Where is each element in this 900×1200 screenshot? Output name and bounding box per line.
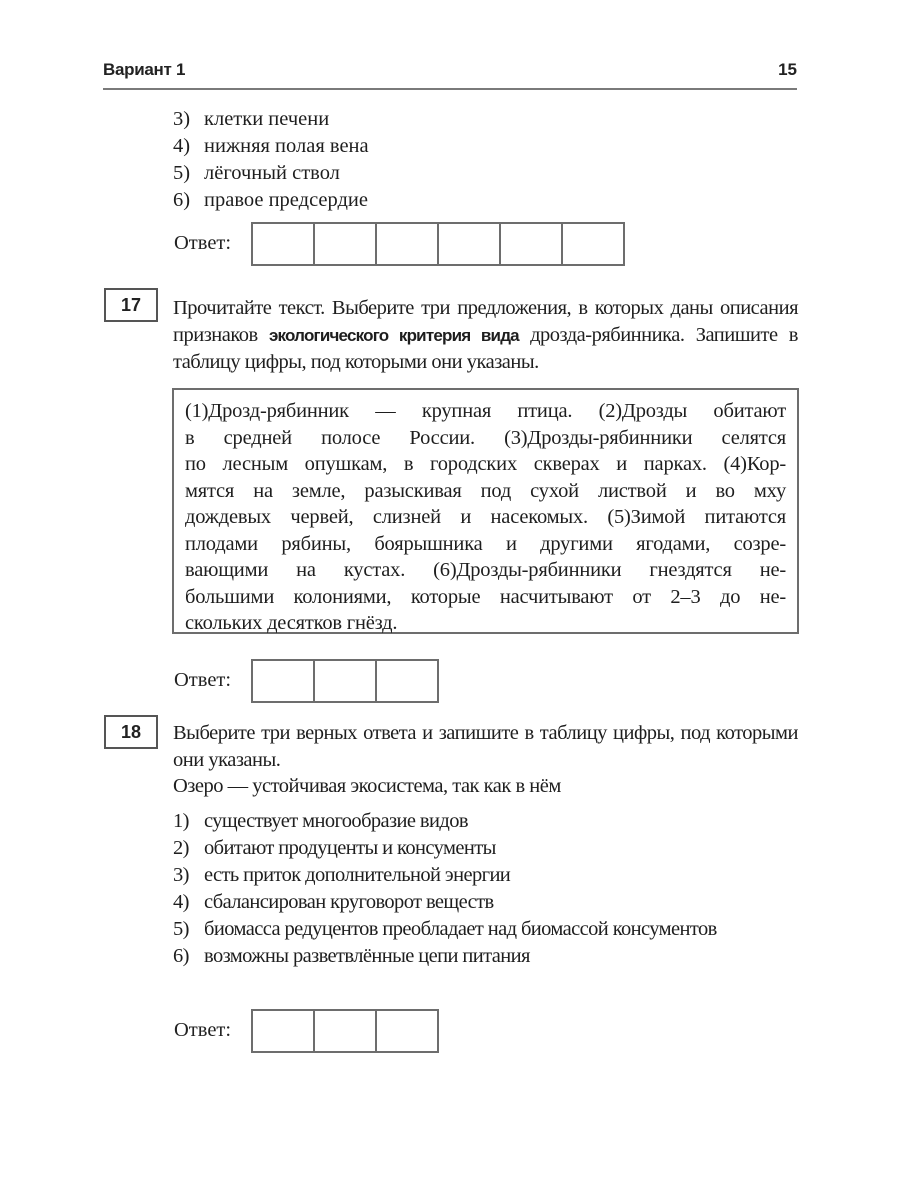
task17-answer — [174, 659, 439, 702]
answer-cell-1[interactable] — [253, 1011, 315, 1051]
task18-option-4: 4) сбалансирован круговорот веществ — [173, 891, 494, 913]
task18-answer — [174, 1009, 439, 1052]
variant-title: Вариант 1 — [103, 60, 186, 79]
task16-answer — [174, 222, 625, 265]
passage-line: большими колониями, которые насчитывают от 2–3 до не- — [185, 585, 786, 608]
answer-cell-3[interactable] — [377, 1011, 437, 1051]
task18-answer-grid — [251, 1009, 439, 1053]
task16-option-6: 6) правое предсердие — [173, 189, 368, 211]
passage-line: в средней полосе России. (3)Дрозды-рябинники селятся — [185, 426, 786, 449]
task16-option-3: 3) клетки печени — [173, 108, 330, 130]
passage-line: мятся на земле, разыскивая под сухой листвой и во мху — [185, 479, 786, 502]
answer-cell-1[interactable] — [253, 224, 315, 264]
task18-option-6: 6) возможны разветвлённые цепи питания — [173, 945, 530, 967]
answer-cell-2[interactable] — [315, 224, 377, 264]
passage-line: плодами рябины, боярышника и другими ягодами, созре- — [185, 532, 786, 555]
task17-bold-term: экологического критерия вида — [268, 325, 519, 345]
task16-answer-grid — [251, 222, 625, 266]
passage-line: по лесным опушкам, в городских скверах и парках. (4)Кор- — [185, 453, 786, 475]
task16-option-5: 5) лёгочный ствол — [173, 162, 340, 184]
passage-line: скольких десятков гнёзд. — [185, 612, 398, 634]
page-header — [103, 58, 797, 90]
task17-passage — [172, 388, 799, 634]
task18-options — [173, 808, 798, 970]
answer-cell-2[interactable] — [315, 1011, 377, 1051]
task17-prompt: Прочитайте текст. Выберите три предложения, в которых даны описания признаков экологического критерия вида дрозда-рябинника. Запишите в таблицу цифры, под которыми они указаны. — [173, 297, 798, 373]
task16-options — [173, 106, 369, 214]
answer-cell-5[interactable] — [501, 224, 563, 264]
answer-cell-4[interactable] — [439, 224, 501, 264]
passage-line: дождевых червей, слизней и насекомых. (5)Зимой питаются — [185, 506, 786, 528]
answer-cell-6[interactable] — [563, 224, 623, 264]
task17-number-badge: 17 — [104, 288, 158, 322]
task16-option-4: 4) нижняя полая вена — [173, 135, 369, 157]
answer-label: Ответ: — [174, 669, 232, 691]
task18-number-badge: 18 — [104, 715, 158, 749]
answer-cell-3[interactable] — [377, 661, 437, 701]
answer-label: Ответ: — [174, 232, 232, 254]
answer-cell-2[interactable] — [315, 661, 377, 701]
task18-option-5: 5) биомасса редуцентов преобладает над биомассой консументов — [173, 918, 717, 940]
page-number: 15 — [778, 60, 797, 79]
task18-option-1: 1) существует многообразие видов — [173, 810, 468, 832]
task18-stem: Озеро — устойчивая экосистема, так как в нём — [173, 775, 561, 797]
task18-option-3: 3) есть приток дополнительной энергии — [173, 864, 511, 886]
answer-label: Ответ: — [174, 1019, 232, 1041]
answer-cell-3[interactable] — [377, 224, 439, 264]
passage-line: вающими на кустах. (6)Дрозды-рябинники гнездятся не- — [185, 559, 786, 581]
task18-option-2: 2) обитают продуценты и консументы — [173, 837, 496, 859]
answer-cell-1[interactable] — [253, 661, 315, 701]
task18-prompt: Выберите три верных ответа и запишите в таблицу цифры, под которыми они указаны. — [173, 722, 798, 771]
passage-line: (1)Дрозд-рябинник — крупная птица. (2)Дрозды обитают — [185, 400, 786, 422]
task17-answer-grid — [251, 659, 439, 703]
